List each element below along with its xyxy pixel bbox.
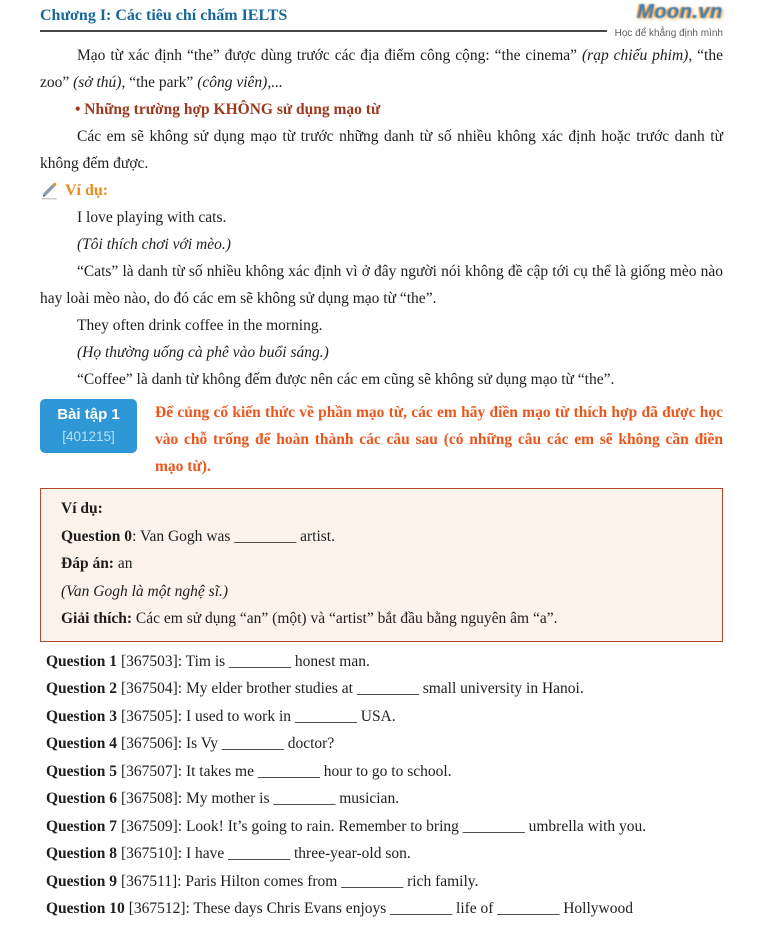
example-explanation-1: “Cats” là danh từ số nhiều không xác định vì ở đây người nói không đề cập tới cụ thể là giống mèo nào hay loài mèo nào, do đó các em sẽ không sử dụng mạo từ “the”. [40, 263, 723, 307]
question-label: Question 7 [46, 817, 118, 835]
answer-value: an [113, 555, 133, 572]
worked-example-box [40, 488, 723, 642]
question-text: I have ________ three-year-old son. [185, 845, 411, 862]
question-label: Question 3 [46, 707, 118, 725]
question-text: It takes me ________ hour to go to school. [185, 762, 452, 780]
logo-tagline: Học để khẳng định mình [614, 28, 723, 39]
example-translation-1: (Tôi thích chơi với mèo.) [77, 236, 231, 253]
box-question0 [61, 523, 702, 551]
example-section-label: Ví dụ: [65, 181, 109, 199]
question-id: [367505]: [117, 707, 186, 725]
question-text: I used to work in ________ USA. [185, 707, 396, 725]
question-list [40, 648, 723, 923]
question-id: [367503]: [117, 652, 186, 670]
question-label: Question 6 [46, 790, 118, 807]
question-row-7 [46, 813, 723, 841]
question-text: Paris Hilton comes from ________ rich family. [185, 872, 479, 890]
question-row-9 [46, 868, 723, 896]
exercise-banner [40, 399, 723, 480]
question-id: [367506]: [117, 735, 186, 752]
page-header [40, 0, 723, 39]
example-sentence-1: I love playing with cats. [77, 209, 227, 226]
question-label: Question 5 [46, 762, 118, 780]
box-answer [61, 550, 702, 578]
question0-text: : Van Gogh was ________ artist. [132, 527, 335, 545]
page-content [40, 32, 723, 923]
exercise-description: Để củng cố kiến thức về phần mạo từ, các em hãy điền mạo từ thích hợp đã được học vào chỗ trống để hoàn thành các câu sau (có những câu các em sẽ không cần điền mạo từ). [155, 404, 723, 475]
exercise-badge-id: [401215] [62, 429, 115, 444]
exercise-badge-title: Bài tập 1 [57, 406, 120, 423]
explanation-text: Các em sử dụng “an” (một) và “artist” bắt đầu bằng nguyên âm “a”. [132, 610, 558, 627]
explanation-label: Giải thích: [61, 610, 133, 627]
box-label: Ví dụ: [61, 500, 103, 517]
question-id: [367511]: [117, 872, 186, 890]
question-row-10 [46, 895, 723, 923]
answer-label: Đáp án: [61, 555, 114, 572]
question-text: Look! It’s going to rain. Remember to bring ________ umbrella with you. [185, 817, 647, 835]
moon-logo: Moon.vn [637, 1, 723, 23]
question-text: Tim is ________ honest man. [185, 652, 370, 670]
box-explanation [61, 605, 702, 633]
question-text: Is Vy ________ doctor? [185, 735, 335, 752]
question-id: [367509]: [117, 817, 186, 835]
example-translation-2: (Họ thường uống cà phê vào buổi sáng.) [77, 344, 329, 361]
question-row-8 [46, 840, 723, 868]
question-row-5 [46, 758, 723, 786]
question-label: Question 1 [46, 652, 118, 670]
intro-text-3: , “the park” [121, 74, 198, 91]
question-text: My elder brother studies at ________ small university in Hanoi. [185, 680, 584, 697]
question-text: These days Chris Evans enjoys ________ life of ________ Hollywood [193, 900, 633, 917]
question-text: My mother is ________ musician. [185, 790, 400, 807]
question-id: [367512]: [124, 900, 194, 917]
example-sentence-2: They often drink coffee in the morning. [77, 317, 323, 334]
intro-translation-3: (công viên),... [197, 74, 283, 91]
question-label: Question 4 [46, 735, 118, 752]
question-label: Question 10 [46, 900, 125, 917]
intro-translation-2: (sở thú) [73, 74, 122, 91]
question-label: Question 8 [46, 845, 118, 862]
intro-text-2: , “the zoo” [40, 47, 723, 91]
question-id: [367508]: [117, 790, 186, 807]
question-label: Question 9 [46, 872, 118, 890]
question-label: Question 2 [46, 680, 118, 697]
rule-paragraph: Các em sẽ không sử dụng mạo từ trước những danh từ số nhiều không xác định hoặc trước danh từ không đếm được. [40, 128, 723, 172]
question-row-1 [46, 648, 723, 676]
chapter-title: Chương I: Các tiêu chí chấm IELTS [40, 7, 288, 24]
section-heading-no-article: • Những trường hợp KHÔNG sử dụng mạo từ [75, 101, 381, 118]
intro-text-1: Mạo từ xác định “the” được dùng trước các địa điểm công cộng: “the cinema” [77, 47, 582, 64]
question-row-3 [46, 703, 723, 731]
question-row-2 [46, 675, 723, 703]
question-row-6 [46, 785, 723, 813]
question0-label: Question 0 [61, 527, 133, 545]
intro-translation-1: (rạp chiếu phim) [582, 47, 689, 64]
question-id: [367504]: [117, 680, 186, 697]
question-row-4 [46, 730, 723, 758]
example-label-row [40, 177, 723, 204]
logo-block [607, 1, 723, 39]
example-explanation-2: “Coffee” là danh từ không đếm được nên các em cũng sẽ không sử dụng mạo từ “the”. [77, 371, 615, 388]
pencil-icon [40, 181, 59, 200]
exercise-badge [40, 399, 137, 453]
question-id: [367510]: [117, 845, 186, 862]
intro-paragraph [40, 42, 723, 96]
question-id: [367507]: [117, 762, 186, 780]
box-translation: (Van Gogh là một nghệ sĩ.) [61, 582, 229, 600]
